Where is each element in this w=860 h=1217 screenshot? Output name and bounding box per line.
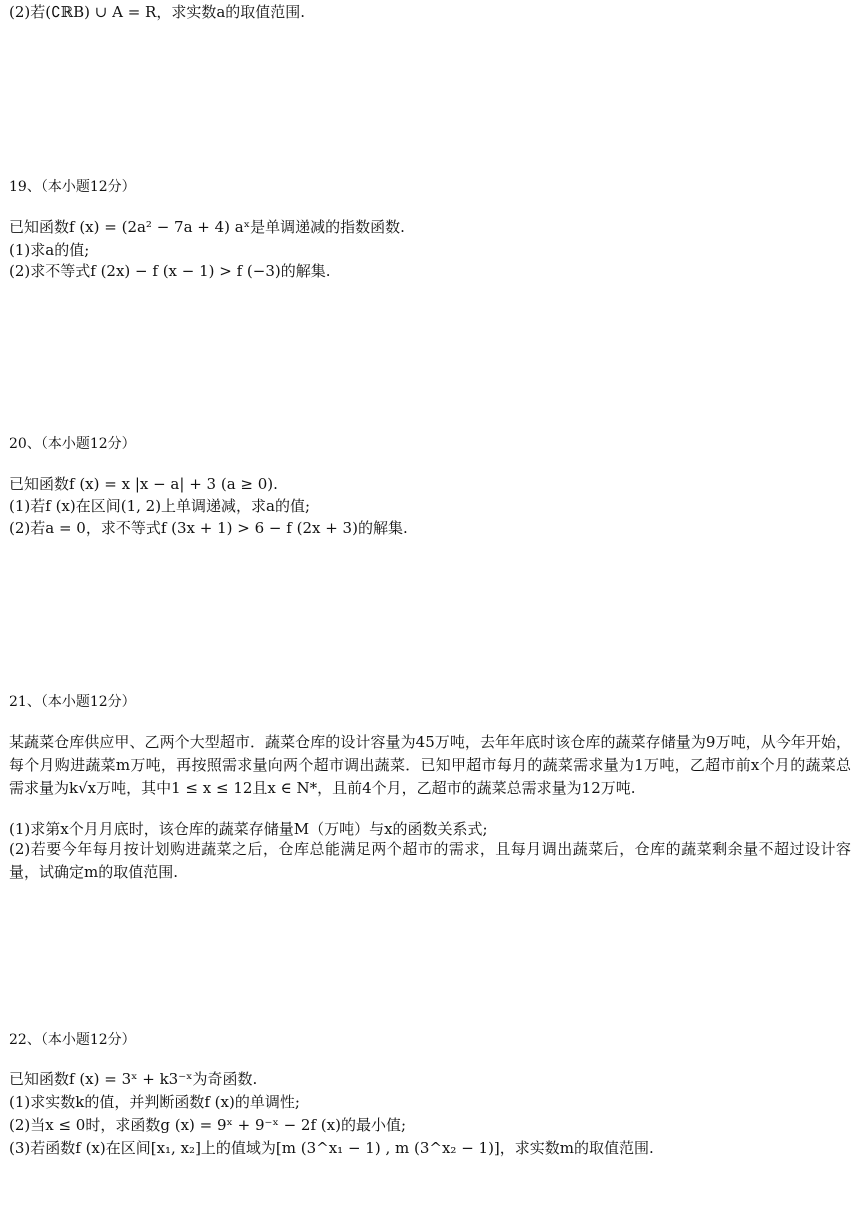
problem-21-header: 21、（本小题12分） [9, 694, 136, 710]
problem-21-part-2: (2)若要今年每月按计划购进蔬菜之后，仓库总能满足两个超市的需求，且每月调出蔬菜后，仓库的蔬菜剩余量不超过设计容量，试确定m的取值范围. [9, 840, 851, 881]
previous-question-part: (2)若(∁ℝB) ∪ A = R，求实数a的取值范围. [9, 3, 306, 21]
problem-19-header: 19、（本小题12分） [9, 179, 136, 195]
problem-22-part-2: (2)当x ≤ 0时，求函数g (x) = 9ˣ + 9⁻ˣ − 2f (x)的最小值; [9, 1116, 407, 1134]
problem-19-stem: 已知函数f (x) = (2a² − 7a + 4) aˣ是单调递减的指数函数. [9, 218, 405, 236]
problem-20-header: 20、（本小题12分） [9, 436, 136, 452]
problem-20-part-2: (2)若a = 0，求不等式f (3x + 1) > 6 − f (2x + 3)的解集. [9, 519, 408, 537]
problem-19-part-1: (1)求a的值; [9, 241, 90, 259]
problem-22-stem: 已知函数f (x) = 3ˣ + k3⁻ˣ为奇函数. [9, 1070, 258, 1088]
problem-22-part-3: (3)若函数f (x)在区间[x₁, x₂]上的值域为[m (3^x₁ − 1) , m (3^x₂ − 1)]，求实数m的取值范围. [9, 1139, 654, 1157]
problem-21-stem: 某蔬菜仓库供应甲、乙两个大型超市．蔬菜仓库的设计容量为45万吨，去年年底时该仓库的蔬菜存储量为9万吨，从今年开始，每个月购进蔬菜m万吨，再按照需求量向两个超市调出蔬菜．已知甲超市每月的蔬菜需求量为1万吨，乙超市前x个月的蔬菜总需求量为k√x万吨，其中1 ≤ x ≤ 12且x ∈ N*，且前4个月，乙超市的蔬菜总需求量为12万吨. [9, 733, 851, 797]
problem-21-part-1: (1)求第x个月月底时，该仓库的蔬菜存储量M（万吨）与x的函数关系式; [9, 820, 488, 838]
problem-20-stem: 已知函数f (x) = x |x − a| + 3 (a ≥ 0). [9, 475, 278, 493]
problem-22-part-1: (1)求实数k的值，并判断函数f (x)的单调性; [9, 1093, 300, 1111]
problem-22-header: 22、（本小题12分） [9, 1032, 136, 1048]
problem-20-part-1: (1)若f (x)在区间(1, 2)上单调递减，求a的值; [9, 497, 311, 515]
problem-19-part-2: (2)求不等式f (2x) − f (x − 1) > f (−3)的解集. [9, 262, 331, 280]
